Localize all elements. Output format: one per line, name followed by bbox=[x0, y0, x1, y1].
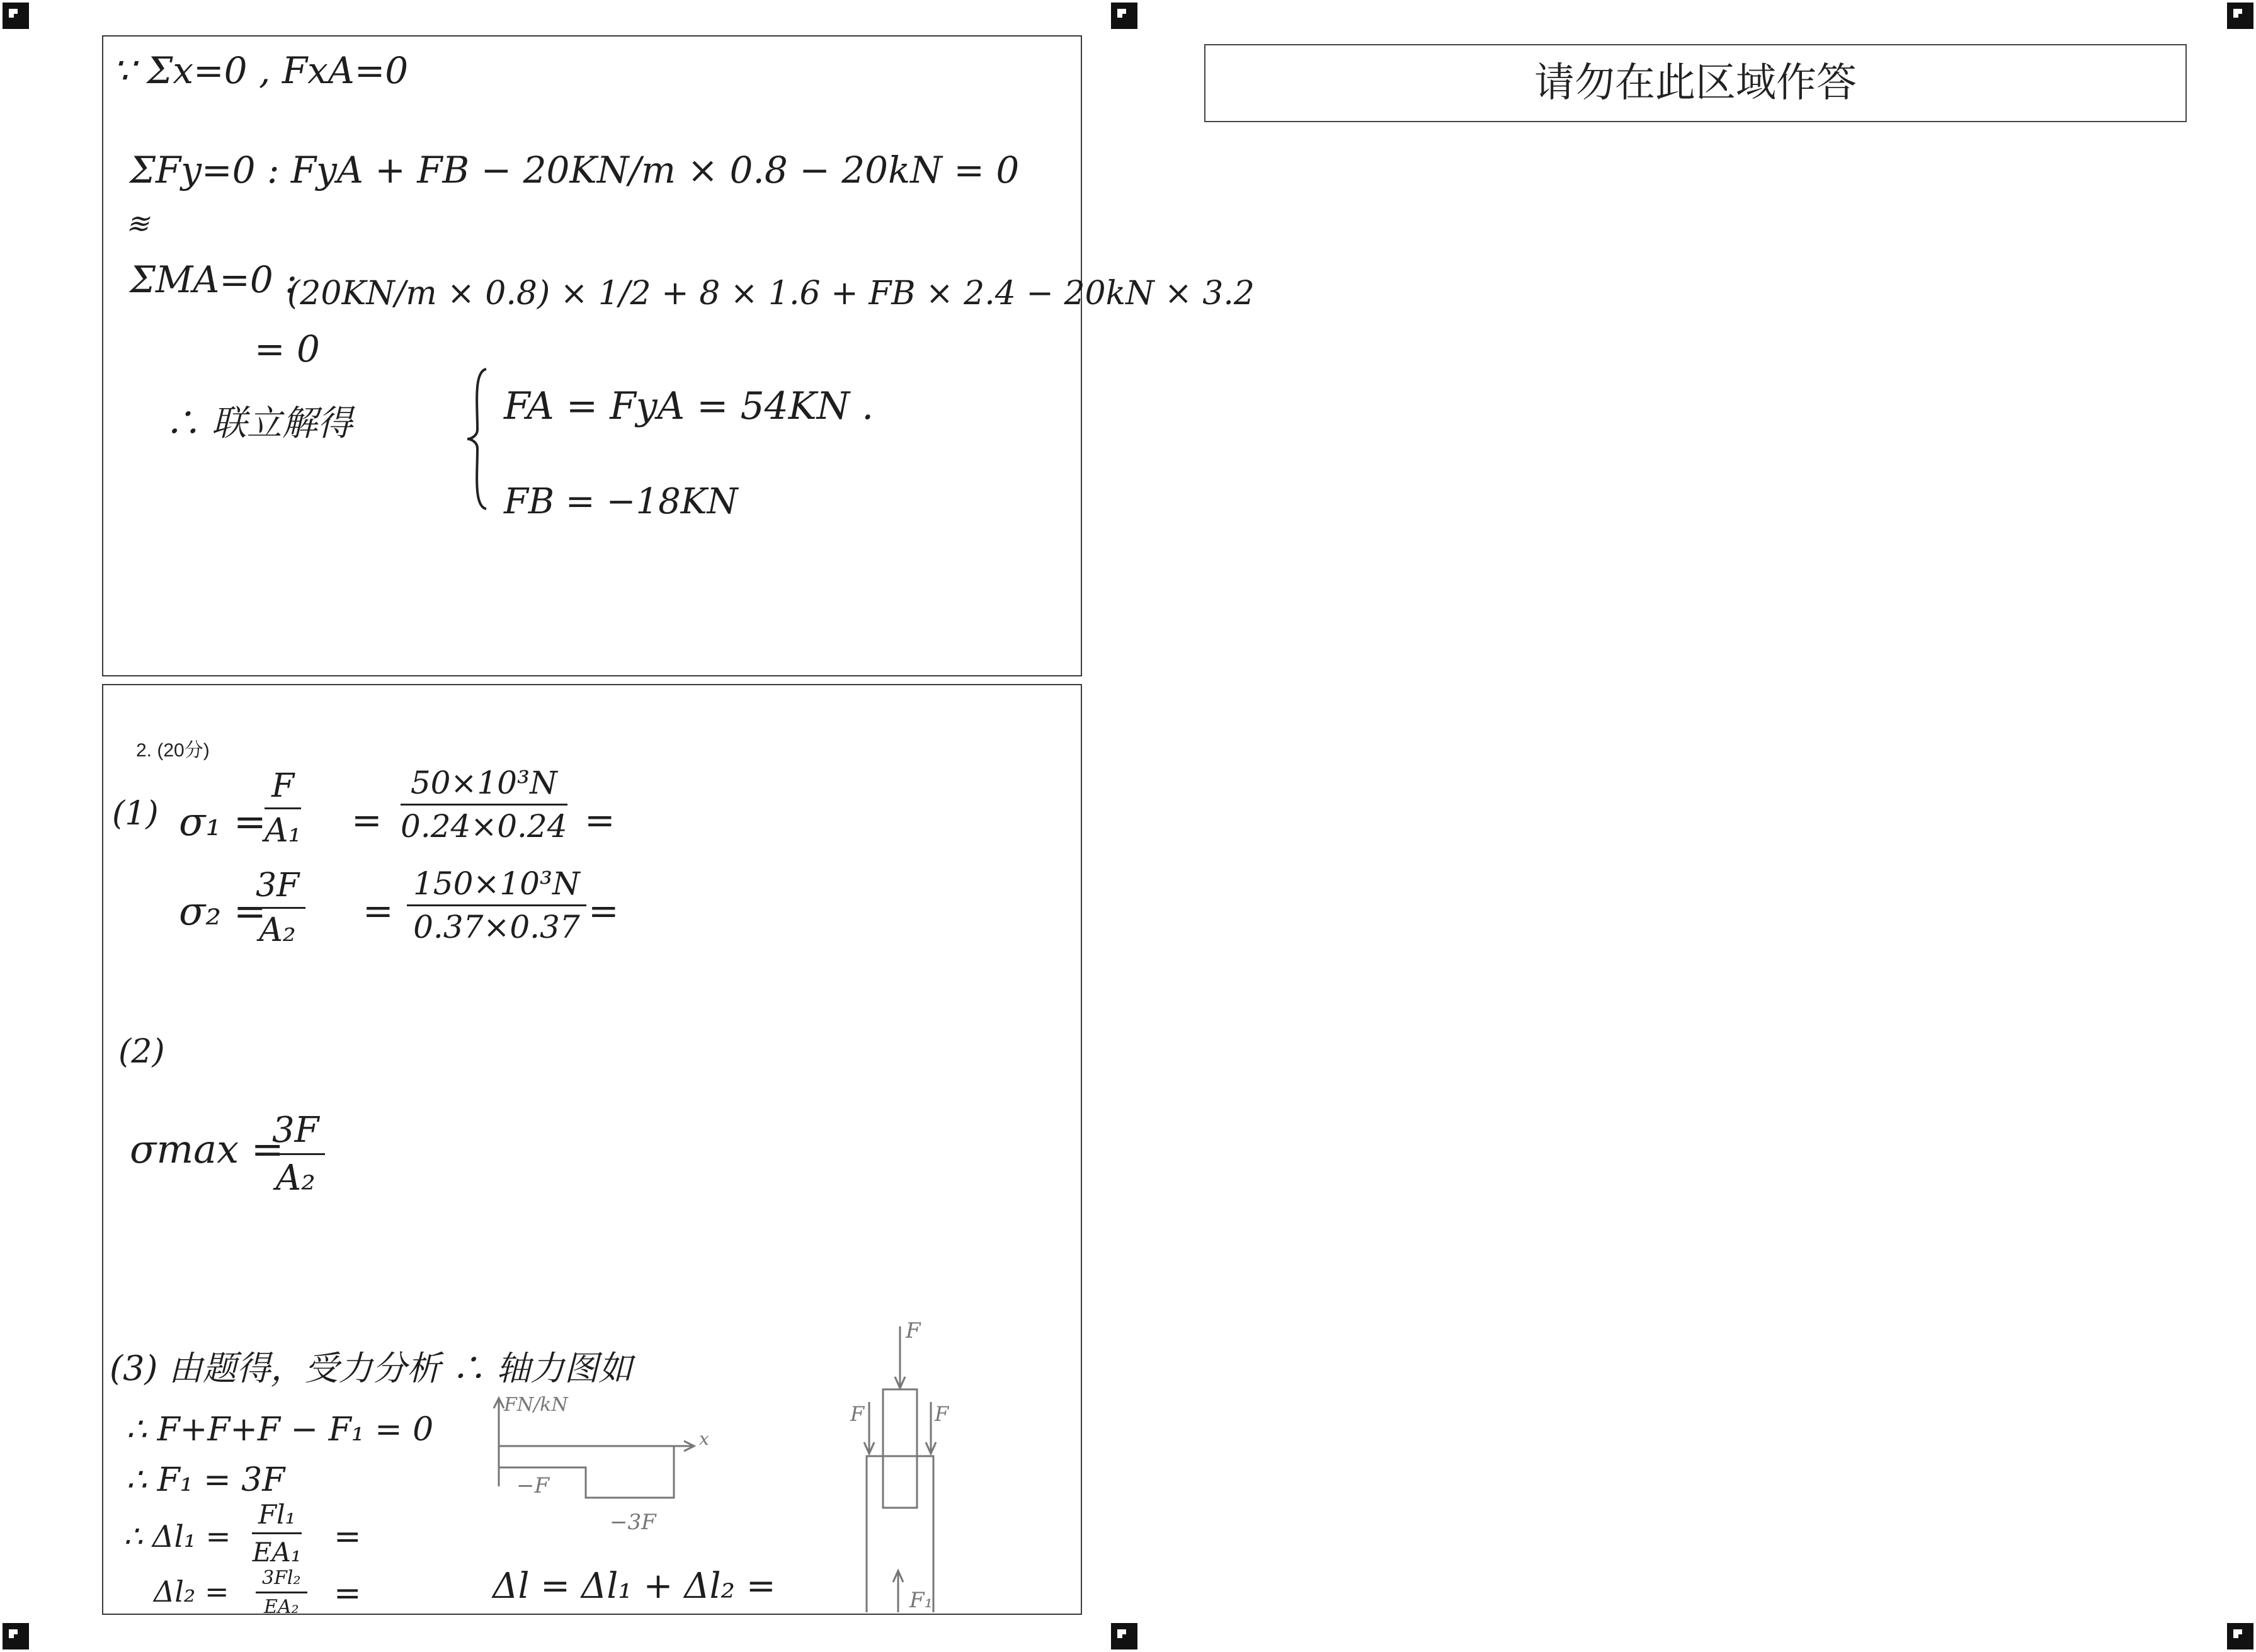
part-3-eq-a: ∴ F+F+F − F₁ = 0 bbox=[126, 1411, 434, 1449]
eq-sum-x: ∵ Σx=0 , FxA=0 bbox=[112, 49, 409, 92]
part-3-eq-b: ∴ F₁ = 3F bbox=[126, 1461, 285, 1499]
question-heading: 2. (20分) bbox=[136, 740, 210, 761]
eq-sign: = bbox=[334, 1575, 362, 1612]
corner-marker bbox=[1111, 1623, 1137, 1649]
result-fb: FB = −18KN bbox=[504, 481, 738, 522]
eq-sum-ma-result: = 0 bbox=[254, 328, 320, 370]
column-sketch bbox=[838, 1307, 964, 1612]
sigma2-frac-2: $\frac{\text{150×10³N}}{0.37\times 0.37}$ bbox=[407, 865, 586, 945]
sigma1-frac-2: $\frac{\text{50×10³N}}{0.24\times 0.24}$ bbox=[401, 765, 567, 845]
corner-marker bbox=[2227, 1623, 2253, 1649]
part-3-eq-d: Δl₂ = bbox=[154, 1575, 229, 1609]
load-label-left: F bbox=[850, 1402, 865, 1426]
load-label-top: F bbox=[906, 1318, 921, 1343]
part-1-label: (1) bbox=[112, 795, 159, 833]
axial-value-1: −F bbox=[516, 1473, 550, 1498]
part-2-label: (2) bbox=[118, 1033, 165, 1071]
eq-sum-fy: ΣFy=0 : FyA + FB − 20KN/m × 0.8 − 20kN = 0 bbox=[130, 149, 1020, 191]
answer-panel-1 bbox=[102, 35, 1082, 676]
corner-marker bbox=[2227, 3, 2253, 29]
sigma1-frac-1: $\frac{F}{\text{A₁}}$ bbox=[265, 767, 302, 850]
axial-x-label: x bbox=[699, 1428, 709, 1449]
eq-sign: = bbox=[363, 889, 394, 932]
corner-marker bbox=[3, 1623, 29, 1649]
eq-sum-ma-label: ΣMA=0 : bbox=[130, 258, 297, 301]
sigma2-lhs: σ₂ = bbox=[179, 888, 266, 934]
eq-sign: = bbox=[588, 889, 619, 932]
upper-column bbox=[883, 1389, 917, 1508]
total-elongation: Δl = Δl₁ + Δl₂ = bbox=[493, 1566, 776, 1607]
corner-marker bbox=[3, 3, 29, 29]
sigma2-frac-1: $\frac{3F}{\text{A₂}}$ bbox=[249, 867, 305, 949]
do-not-answer-text: 请勿在此区域作答 bbox=[1534, 60, 1857, 106]
axial-force-diagram bbox=[479, 1392, 731, 1537]
part-3-line: (3) 由题得，受力分析 ∴ 轴力图如 bbox=[110, 1348, 632, 1388]
solve-prefix: ∴ 联立解得 bbox=[165, 403, 353, 444]
sigma-max-frac: $\frac{3F}{\text{A₂}}$ bbox=[266, 1110, 325, 1199]
eq-sum-ma: (20KN/m × 0.8) × 1/2 + 8 × 1.6 + FB × 2.4 − 20kN × 3.2 bbox=[287, 275, 1255, 312]
do-not-answer-box bbox=[1204, 44, 2187, 122]
eq-sign: = bbox=[351, 799, 382, 841]
result-fa: FA = FyA = 54KN . bbox=[504, 384, 874, 428]
axial-value-2: −3F bbox=[610, 1510, 656, 1535]
brace-icon bbox=[465, 367, 490, 511]
sigma1-lhs: σ₁ = bbox=[179, 799, 266, 845]
part-3-eq-c: ∴ Δl₁ = bbox=[123, 1519, 231, 1554]
delta-l2-frac: $\frac{\text{3Fl₂}}{\text{EA₂}}$ bbox=[256, 1567, 307, 1618]
load-label-right: F bbox=[935, 1402, 949, 1426]
eq-sign: = bbox=[334, 1518, 362, 1556]
axial-y-label: FN/kN bbox=[504, 1394, 568, 1416]
corner-marker bbox=[1111, 3, 1137, 29]
reaction-label: F₁ bbox=[909, 1588, 933, 1612]
sigma-max-lhs: σmax = bbox=[130, 1126, 284, 1172]
delta-l1-frac: $\frac{\text{Fl₁}}{\text{EA₁}}$ bbox=[252, 1499, 302, 1568]
scribble-mark: ≋ bbox=[126, 208, 149, 240]
eq-sign: = bbox=[584, 799, 615, 841]
